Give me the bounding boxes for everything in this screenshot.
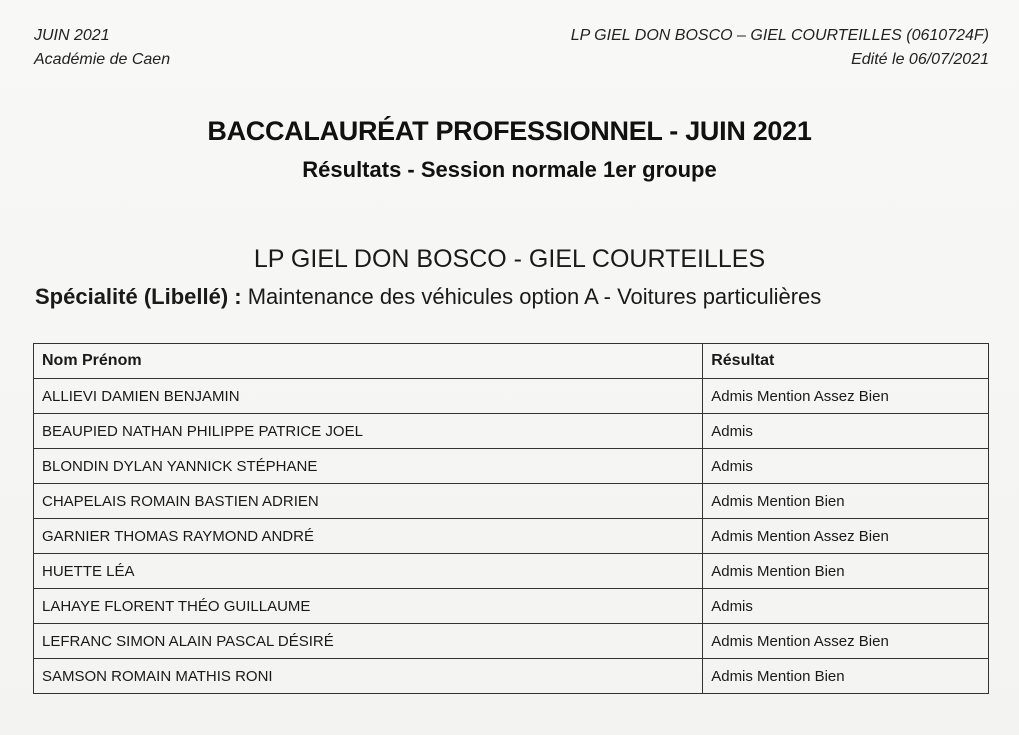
- table-row: [34, 659, 989, 694]
- table-row: [34, 519, 989, 554]
- school-code-header: LP GIEL DON BOSCO – GIEL COURTEILLES (0610724F): [570, 27, 989, 44]
- candidate-name: BLONDIN DYLAN YANNICK STÉPHANE: [34, 449, 703, 484]
- candidate-name: ALLIEVI DAMIEN BENJAMIN: [34, 379, 703, 414]
- candidate-result: Admis: [703, 589, 989, 624]
- candidate-name: LEFRANC SIMON ALAIN PASCAL DÉSIRÉ: [34, 624, 703, 659]
- table-row: [34, 449, 989, 484]
- table-row: [34, 554, 989, 589]
- candidate-result: Admis: [703, 449, 989, 484]
- candidate-result: Admis Mention Assez Bien: [703, 519, 989, 554]
- column-header-result: Résultat: [703, 344, 989, 379]
- table-row: [34, 624, 989, 659]
- page-subtitle: Résultats - Session normale 1er groupe: [302, 157, 717, 182]
- results-table: [33, 343, 989, 694]
- candidate-name: CHAPELAIS ROMAIN BASTIEN ADRIEN: [34, 484, 703, 519]
- candidate-name: SAMSON ROMAIN MATHIS RONI: [34, 659, 703, 694]
- candidate-result: Admis Mention Bien: [703, 554, 989, 589]
- candidate-result: Admis: [703, 414, 989, 449]
- candidate-name: HUETTE LÉA: [34, 554, 703, 589]
- table-row: [34, 414, 989, 449]
- specialite: [35, 284, 935, 310]
- candidate-result: Admis Mention Bien: [703, 484, 989, 519]
- candidate-name: BEAUPIED NATHAN PHILIPPE PATRICE JOEL: [34, 414, 703, 449]
- header-left: [34, 24, 170, 72]
- candidate-result: Admis Mention Assez Bien: [703, 624, 989, 659]
- edit-date: Edité le 06/07/2021: [851, 51, 989, 68]
- specialite-label: Spécialité (Libellé) :: [35, 284, 242, 309]
- table-header-row: [34, 344, 989, 379]
- column-header-name: Nom Prénom: [34, 344, 703, 379]
- specialite-value: Maintenance des véhicules option A - Voitures particulières: [247, 284, 822, 309]
- candidate-result: Admis Mention Assez Bien: [703, 379, 989, 414]
- header-right: [571, 24, 989, 72]
- candidate-name: GARNIER THOMAS RAYMOND ANDRÉ: [34, 519, 703, 554]
- candidate-result: Admis Mention Bien: [703, 659, 989, 694]
- session-date: JUIN 2021: [34, 27, 110, 44]
- candidate-name: LAHAYE FLORENT THÉO GUILLAUME: [34, 589, 703, 624]
- page-title: BACCALAURÉAT PROFESSIONNEL - JUIN 2021: [207, 116, 812, 146]
- table-row: [34, 484, 989, 519]
- academy-name: Académie de Caen: [34, 51, 171, 68]
- table-row: [34, 379, 989, 414]
- table-row: [34, 589, 989, 624]
- school-name: LP GIEL DON BOSCO - GIEL COURTEILLES: [253, 245, 766, 273]
